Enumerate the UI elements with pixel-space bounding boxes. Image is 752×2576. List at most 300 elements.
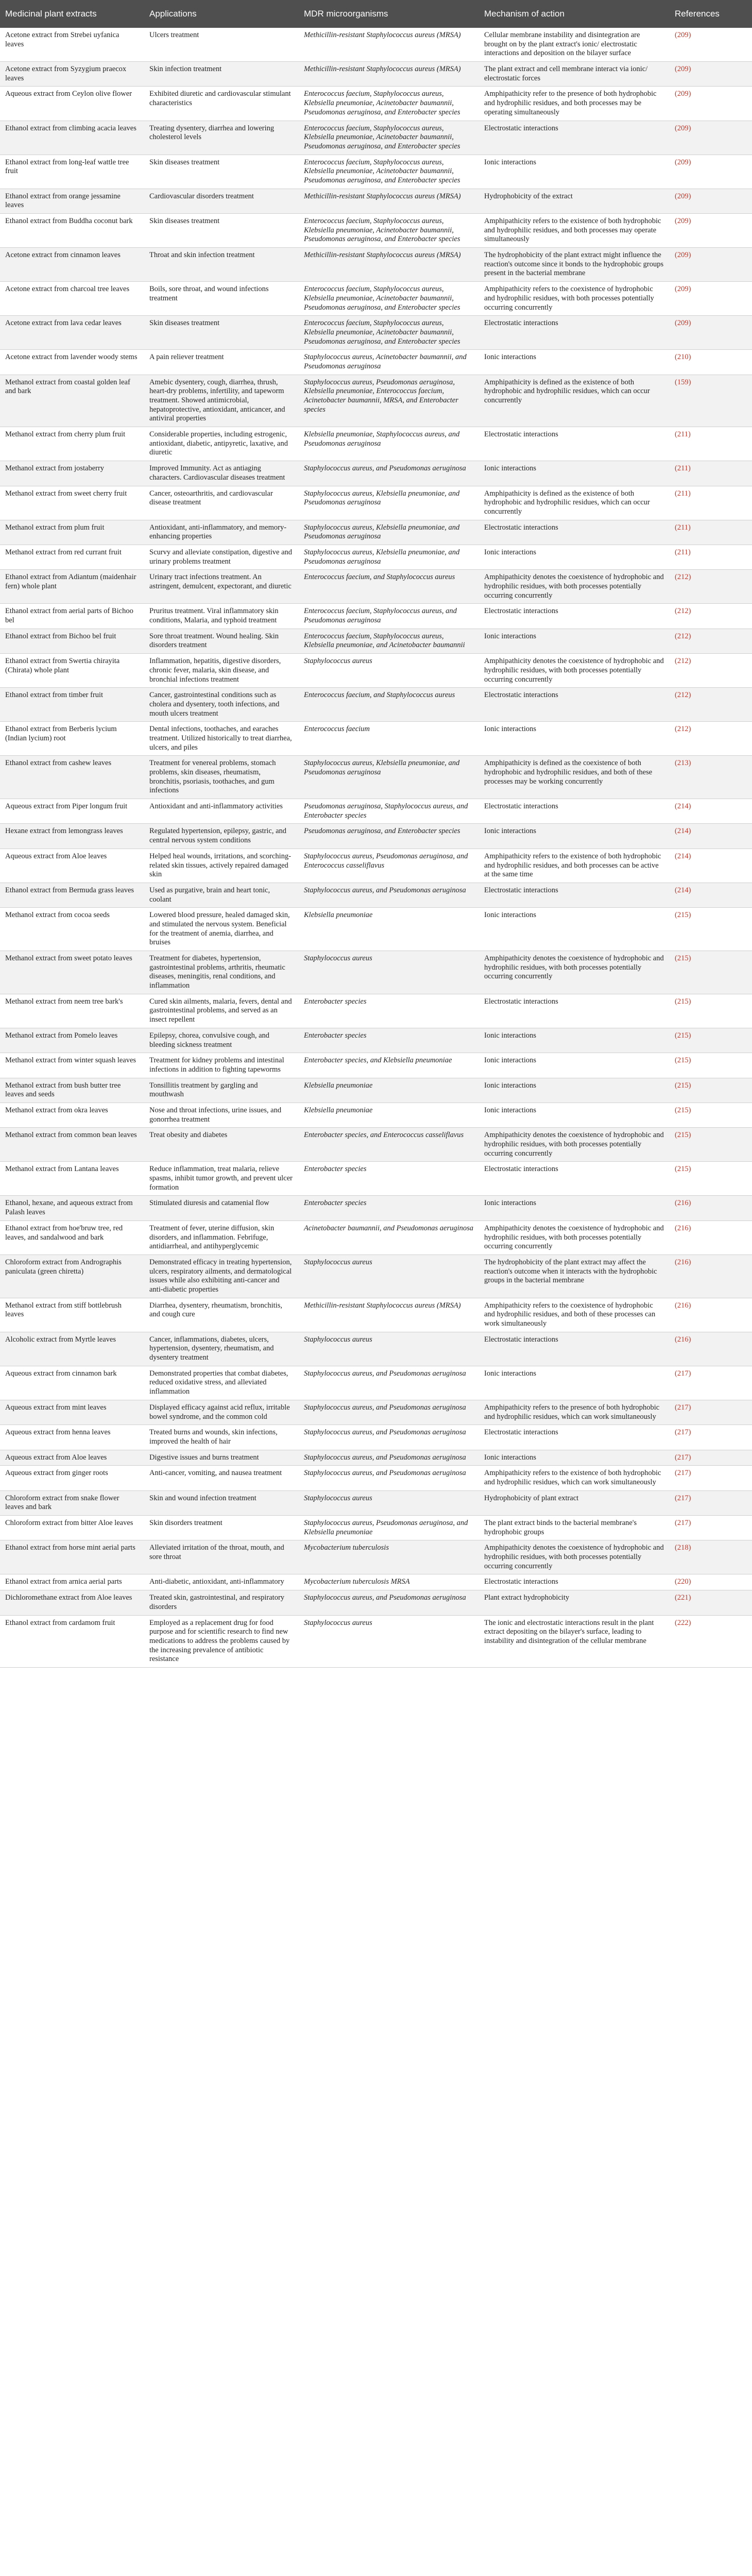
- cell-mechanism: Ionic interactions: [479, 350, 670, 375]
- cell-mdr-microorganisms: Enterobacter species: [299, 1162, 479, 1196]
- cell-extract: Acetone extract from cinnamon leaves: [0, 248, 144, 282]
- cell-mechanism: Amphipathicity denotes the coexistence of hydrophobic and hydrophilic residues, with both processes potentially occurring concurrently: [479, 1221, 670, 1255]
- cell-reference: (209): [670, 316, 752, 350]
- cell-application: Skin disorders treatment: [144, 1516, 299, 1540]
- cell-mdr-microorganisms: Staphylococcus aureus, and Pseudomonas aeruginosa: [299, 1400, 479, 1425]
- table-row: [0, 214, 752, 248]
- cell-reference: (209): [670, 248, 752, 282]
- cell-extract: Methanol extract from Lantana leaves: [0, 1162, 144, 1196]
- cell-extract: Ethanol extract from hoe'bruw tree, red leaves, and sandalwood and bark: [0, 1221, 144, 1255]
- cell-extract: Ethanol extract from Bermuda grass leaves: [0, 883, 144, 907]
- cell-application: Employed as a replacement drug for food purpose and for scientific research to find new medications to address the problems caused by the increasing prevalence of antibiotic resistance: [144, 1615, 299, 1667]
- cell-reference: (211): [670, 545, 752, 569]
- cell-application: Treated burns and wounds, skin infections, improved the health of hair: [144, 1425, 299, 1450]
- cell-mechanism: Ionic interactions: [479, 1078, 670, 1103]
- table-row: [0, 1196, 752, 1221]
- cell-reference: (216): [670, 1255, 752, 1298]
- cell-application: Nose and throat infections, urine issues, and gonorrhea treatment: [144, 1103, 299, 1127]
- cell-extract: Methanol extract from cocoa seeds: [0, 908, 144, 951]
- cell-mechanism: Amphipathicity refers to the existence of both hydrophobic and hydrophilic residues, and both processes can be active at the same time: [479, 849, 670, 883]
- cell-application: Ulcers treatment: [144, 28, 299, 62]
- cell-extract: Ethanol extract from arnica aerial parts: [0, 1574, 144, 1590]
- cell-reference: (217): [670, 1366, 752, 1400]
- cell-extract: Ethanol extract from Adiantum (maidenhair fern) whole plant: [0, 570, 144, 604]
- table-row: [0, 545, 752, 569]
- header-extracts: Medicinal plant extracts: [0, 0, 144, 28]
- cell-mdr-microorganisms: Acinetobacter baumannii, and Pseudomonas aeruginosa: [299, 1221, 479, 1255]
- cell-mechanism: Amphipathicity denotes the coexistence of hydrophobic and hydrophilic residues, with both processes potentially occurring concurrently: [479, 951, 670, 994]
- cell-reference: (214): [670, 824, 752, 849]
- cell-extract: Methanol extract from stiff bottlebrush leaves: [0, 1298, 144, 1332]
- cell-extract: Aqueous extract from Ceylon olive flower: [0, 87, 144, 121]
- cell-mdr-microorganisms: Staphylococcus aureus: [299, 654, 479, 688]
- cell-extract: Ethanol extract from cashew leaves: [0, 756, 144, 799]
- table-row: [0, 604, 752, 629]
- cell-reference: (159): [670, 375, 752, 427]
- cell-mechanism: Electrostatic interactions: [479, 427, 670, 461]
- cell-mechanism: The plant extract and cell membrane interact via ionic/ electrostatic forces: [479, 62, 670, 87]
- table-row: [0, 427, 752, 461]
- cell-reference: (209): [670, 214, 752, 248]
- table-header: [0, 0, 752, 28]
- cell-application: Treatment for kidney problems and intestinal infections in addition to fighting tapeworms: [144, 1053, 299, 1078]
- cell-mechanism: Amphipathicity refers to the presence of both hydrophobic and hydrophilic residues, which can work simultaneously: [479, 1400, 670, 1425]
- cell-extract: Acetone extract from lava cedar leaves: [0, 316, 144, 350]
- cell-mechanism: Amphipathicity refers to the coexistence of hydrophobic and hydrophilic residues, with both processes potentially occurring concurrently: [479, 282, 670, 316]
- table-row: [0, 350, 752, 375]
- cell-extract: Ethanol extract from Buddha coconut bark: [0, 214, 144, 248]
- table-row: [0, 155, 752, 189]
- cell-mdr-microorganisms: Enterobacter species, and Enterococcus casseliflavus: [299, 1128, 479, 1162]
- table-row: [0, 1590, 752, 1615]
- cell-mdr-microorganisms: Enterococcus faecium: [299, 722, 479, 756]
- cell-mdr-microorganisms: Pseudomonas aeruginosa, Staphylococcus aureus, and Enterobacter species: [299, 799, 479, 824]
- cell-application: Demonstrated properties that combat diabetes, reduced oxidative stress, and alleviated inflammation: [144, 1366, 299, 1400]
- cell-extract: Methanol extract from cherry plum fruit: [0, 427, 144, 461]
- cell-extract: Methanol extract from plum fruit: [0, 520, 144, 545]
- table-row: [0, 282, 752, 316]
- table-row: [0, 375, 752, 427]
- cell-mdr-microorganisms: Klebsiella pneumoniae: [299, 908, 479, 951]
- table-row: [0, 461, 752, 486]
- cell-application: Skin diseases treatment: [144, 214, 299, 248]
- cell-mdr-microorganisms: Staphylococcus aureus, Pseudomonas aeruginosa, Klebsiella pneumoniae, Enterococcus faecium, Acinetobacter baumannii, MRSA, and Enterobacter species: [299, 375, 479, 427]
- cell-application: Improved Immunity. Act as antiaging characters. Cardiovascular diseases treatment: [144, 461, 299, 486]
- cell-extract: Ethanol extract from Berberis lycium (Indian lycium) root: [0, 722, 144, 756]
- table-row: [0, 951, 752, 994]
- cell-reference: (215): [670, 1103, 752, 1127]
- header-row: [0, 0, 752, 28]
- cell-reference: (217): [670, 1425, 752, 1450]
- cell-extract: Ethanol extract from Bichoo bel fruit: [0, 629, 144, 653]
- cell-mdr-microorganisms: Klebsiella pneumoniae, Staphylococcus aureus, and Pseudomonas aeruginosa: [299, 427, 479, 461]
- cell-application: Stimulated diuresis and catamenial flow: [144, 1196, 299, 1221]
- cell-application: Pruritus treatment. Viral inflammatory skin conditions, Malaria, and typhoid treatment: [144, 604, 299, 629]
- cell-application: Treatment of fever, uterine diffusion, skin disorders, and inflammation. Febrifuge, antidiarrheal, and antihyperglycemic: [144, 1221, 299, 1255]
- cell-mdr-microorganisms: Enterococcus faecium, and Staphylococcus aureus: [299, 688, 479, 722]
- cell-mechanism: Amphipathicity denotes the coexistence of hydrophobic and hydrophilic residues, with both processes potentially occurring concurrently: [479, 1128, 670, 1162]
- cell-mdr-microorganisms: Staphylococcus aureus: [299, 1490, 479, 1515]
- table-row: [0, 1450, 752, 1466]
- cell-extract: Hexane extract from lemongrass leaves: [0, 824, 144, 849]
- cell-mdr-microorganisms: Methicillin-resistant Staphylococcus aureus (MRSA): [299, 189, 479, 213]
- table-row: [0, 1221, 752, 1255]
- cell-mdr-microorganisms: Staphylococcus aureus, and Pseudomonas aeruginosa: [299, 461, 479, 486]
- cell-extract: Alcoholic extract from Myrtle leaves: [0, 1332, 144, 1366]
- cell-extract: Ethanol extract from horse mint aerial parts: [0, 1540, 144, 1574]
- cell-mdr-microorganisms: Methicillin-resistant Staphylococcus aureus (MRSA): [299, 248, 479, 282]
- cell-mdr-microorganisms: Staphylococcus aureus, Klebsiella pneumoniae, and Pseudomonas aeruginosa: [299, 520, 479, 545]
- cell-extract: Methanol extract from jostaberry: [0, 461, 144, 486]
- cell-mechanism: Electrostatic interactions: [479, 688, 670, 722]
- cell-reference: (209): [670, 87, 752, 121]
- cell-extract: Ethanol extract from long-leaf wattle tree fruit: [0, 155, 144, 189]
- cell-mechanism: Amphipathicity denotes the coexistence of hydrophobic and hydrophilic residues, with both processes potentially occurring concurrently: [479, 570, 670, 604]
- cell-application: Urinary tract infections treatment. An astringent, demulcent, expectorant, and diuretic: [144, 570, 299, 604]
- cell-application: Anti-cancer, vomiting, and nausea treatment: [144, 1466, 299, 1490]
- cell-mechanism: Amphipathicity is defined as the existence of both hydrophobic and hydrophilic residues, which can occur concurrently: [479, 375, 670, 427]
- cell-mdr-microorganisms: Enterococcus faecium, Staphylococcus aureus, Klebsiella pneumoniae, Acinetobacter baumannii, Pseudomonas aeruginosa, and Enterobacter species: [299, 121, 479, 155]
- cell-mechanism: The ionic and electrostatic interactions result in the plant extract depositing on the bilayer's surface, leading to instability and disintegration of the cellular membrane: [479, 1615, 670, 1667]
- cell-mechanism: Amphipathicity refer to the presence of both hydrophobic and hydrophilic residues, and both processes may be operating simultaneously: [479, 87, 670, 121]
- cell-extract: Ethanol, hexane, and aqueous extract from Palash leaves: [0, 1196, 144, 1221]
- table-row: [0, 994, 752, 1028]
- cell-mdr-microorganisms: Enterobacter species, and Klebsiella pneumoniae: [299, 1053, 479, 1078]
- cell-reference: (214): [670, 799, 752, 824]
- cell-mechanism: Ionic interactions: [479, 1450, 670, 1466]
- cell-extract: Aqueous extract from Piper longum fruit: [0, 799, 144, 824]
- cell-application: Cardiovascular disorders treatment: [144, 189, 299, 213]
- cell-mdr-microorganisms: Enterococcus faecium, Staphylococcus aureus, Klebsiella pneumoniae, and Acinetobacter baumannii: [299, 629, 479, 653]
- cell-mdr-microorganisms: Staphylococcus aureus, and Pseudomonas aeruginosa: [299, 1366, 479, 1400]
- cell-application: Epilepsy, chorea, convulsive cough, and bleeding sickness treatment: [144, 1028, 299, 1053]
- table-row: [0, 121, 752, 155]
- cell-mechanism: Electrostatic interactions: [479, 883, 670, 907]
- table-row: [0, 189, 752, 213]
- cell-mechanism: Electrostatic interactions: [479, 994, 670, 1028]
- cell-mechanism: Ionic interactions: [479, 1366, 670, 1400]
- cell-mechanism: Ionic interactions: [479, 1196, 670, 1221]
- cell-mechanism: The hydrophobicity of the plant extract might influence the reaction's outcome since it bonds to the hydrophobic groups present in the bacterial membrane: [479, 248, 670, 282]
- cell-reference: (218): [670, 1540, 752, 1574]
- cell-mdr-microorganisms: Staphylococcus aureus, and Pseudomonas aeruginosa: [299, 1425, 479, 1450]
- cell-mdr-microorganisms: Methicillin-resistant Staphylococcus aureus (MRSA): [299, 28, 479, 62]
- cell-application: Treat obesity and diabetes: [144, 1128, 299, 1162]
- cell-reference: (212): [670, 654, 752, 688]
- table-row: [0, 1466, 752, 1490]
- table-row: [0, 570, 752, 604]
- cell-reference: (213): [670, 756, 752, 799]
- table-row: [0, 1028, 752, 1053]
- table-row: [0, 756, 752, 799]
- cell-mdr-microorganisms: Staphylococcus aureus, Pseudomonas aeruginosa, and Klebsiella pneumoniae: [299, 1516, 479, 1540]
- cell-application: Treated skin, gastrointestinal, and respiratory disorders: [144, 1590, 299, 1615]
- cell-extract: Acetone extract from Strebei uyfanica leaves: [0, 28, 144, 62]
- cell-mdr-microorganisms: Enterococcus faecium, Staphylococcus aureus, Klebsiella pneumoniae, Acinetobacter baumannii, Pseudomonas aeruginosa, and Enterobacter species: [299, 316, 479, 350]
- cell-mechanism: Amphipathicity denotes the coexistence of hydrophobic and hydrophilic residues, with both processes potentially occurring concurrently: [479, 1540, 670, 1574]
- cell-mechanism: Ionic interactions: [479, 545, 670, 569]
- cell-extract: Aqueous extract from Aloe leaves: [0, 1450, 144, 1466]
- cell-reference: (215): [670, 1028, 752, 1053]
- cell-mdr-microorganisms: Pseudomonas aeruginosa, and Enterobacter species: [299, 824, 479, 849]
- cell-extract: Aqueous extract from cinnamon bark: [0, 1366, 144, 1400]
- cell-extract: Chloroform extract from bitter Aloe leaves: [0, 1516, 144, 1540]
- cell-reference: (216): [670, 1332, 752, 1366]
- cell-mechanism: The hydrophobicity of the plant extract may affect the reaction's outcome when it interacts with the hydrophobic groups in the bacterial membrane: [479, 1255, 670, 1298]
- cell-extract: Methanol extract from bush butter tree leaves and seeds: [0, 1078, 144, 1103]
- cell-extract: Ethanol extract from orange jessamine leaves: [0, 189, 144, 213]
- cell-mechanism: Amphipathicity is defined as the existence of both hydrophobic and hydrophilic residues, which can occur concurrently: [479, 486, 670, 520]
- table-row: [0, 28, 752, 62]
- cell-application: Treating dysentery, diarrhea and lowering cholesterol levels: [144, 121, 299, 155]
- cell-application: Used as purgative, brain and heart tonic, coolant: [144, 883, 299, 907]
- cell-application: Antioxidant, anti-inflammatory, and memory-enhancing properties: [144, 520, 299, 545]
- cell-extract: Ethanol extract from Swertia chirayita (Chirata) whole plant: [0, 654, 144, 688]
- table-row: [0, 654, 752, 688]
- cell-reference: (212): [670, 722, 752, 756]
- table-row: [0, 1162, 752, 1196]
- header-applications: Applications: [144, 0, 299, 28]
- cell-application: Throat and skin infection treatment: [144, 248, 299, 282]
- cell-mechanism: Electrostatic interactions: [479, 1574, 670, 1590]
- table-row: [0, 629, 752, 653]
- cell-reference: (215): [670, 1078, 752, 1103]
- cell-mdr-microorganisms: Enterococcus faecium, Staphylococcus aureus, Klebsiella pneumoniae, Acinetobacter baumannii, Pseudomonas aeruginosa, and Enterobacter species: [299, 214, 479, 248]
- cell-mdr-microorganisms: Mycobacterium tuberculosis: [299, 1540, 479, 1574]
- cell-mdr-microorganisms: Enterococcus faecium, and Staphylococcus aureus: [299, 570, 479, 604]
- cell-mechanism: Electrostatic interactions: [479, 316, 670, 350]
- cell-mdr-microorganisms: Enterococcus faecium, Staphylococcus aureus, and Pseudomonas aeruginosa: [299, 604, 479, 629]
- cell-mechanism: Hydrophobicity of plant extract: [479, 1490, 670, 1515]
- cell-reference: (209): [670, 121, 752, 155]
- cell-mechanism: Ionic interactions: [479, 1053, 670, 1078]
- cell-reference: (212): [670, 604, 752, 629]
- cell-mdr-microorganisms: Methicillin-resistant Staphylococcus aureus (MRSA): [299, 62, 479, 87]
- cell-reference: (212): [670, 629, 752, 653]
- cell-mechanism: Ionic interactions: [479, 1103, 670, 1127]
- cell-reference: (220): [670, 1574, 752, 1590]
- cell-application: Sore throat treatment. Wound healing. Skin disorders treatment: [144, 629, 299, 653]
- cell-reference: (212): [670, 688, 752, 722]
- cell-mechanism: Amphipathicity refers to the existence of both hydrophobic and hydrophilic residues, and both processes may operate simultaneously: [479, 214, 670, 248]
- cell-mechanism: Ionic interactions: [479, 629, 670, 653]
- table-row: [0, 1490, 752, 1515]
- cell-mechanism: The plant extract binds to the bacterial membrane's hydrophobic groups: [479, 1516, 670, 1540]
- table-row: [0, 722, 752, 756]
- cell-application: Dental infections, toothaches, and earaches treatment. Utilized historically to treat diarrhea, ulcers, and piles: [144, 722, 299, 756]
- cell-extract: Acetone extract from charcoal tree leaves: [0, 282, 144, 316]
- cell-extract: Methanol extract from coastal golden leaf and bark: [0, 375, 144, 427]
- cell-mechanism: Ionic interactions: [479, 461, 670, 486]
- cell-application: Skin and wound infection treatment: [144, 1490, 299, 1515]
- cell-reference: (215): [670, 1128, 752, 1162]
- table-row: [0, 1255, 752, 1298]
- cell-mechanism: Amphipathicity refers to the coexistence of hydrophobic and hydrophilic residues, and both of these processes can work simultaneously: [479, 1298, 670, 1332]
- cell-extract: Acetone extract from lavender woody stems: [0, 350, 144, 375]
- cell-mechanism: Electrostatic interactions: [479, 1425, 670, 1450]
- table-row: [0, 799, 752, 824]
- table-row: [0, 883, 752, 907]
- cell-application: Exhibited diuretic and cardiovascular stimulant characteristics: [144, 87, 299, 121]
- table-row: [0, 908, 752, 951]
- cell-application: Digestive issues and burns treatment: [144, 1450, 299, 1466]
- cell-reference: (211): [670, 486, 752, 520]
- cell-mdr-microorganisms: Mycobacterium tuberculosis MRSA: [299, 1574, 479, 1590]
- cell-mdr-microorganisms: Enterobacter species: [299, 1028, 479, 1053]
- cell-reference: (209): [670, 62, 752, 87]
- cell-reference: (217): [670, 1450, 752, 1466]
- cell-reference: (211): [670, 461, 752, 486]
- cell-extract: Methanol extract from winter squash leaves: [0, 1053, 144, 1078]
- cell-extract: Aqueous extract from henna leaves: [0, 1425, 144, 1450]
- cell-reference: (209): [670, 282, 752, 316]
- header-mechanism: Mechanism of action: [479, 0, 670, 28]
- cell-application: Alleviated irritation of the throat, mouth, and sore throat: [144, 1540, 299, 1574]
- table-row: [0, 1400, 752, 1425]
- header-mdr: MDR microorganisms: [299, 0, 479, 28]
- cell-reference: (210): [670, 350, 752, 375]
- cell-reference: (215): [670, 1053, 752, 1078]
- cell-mechanism: Ionic interactions: [479, 722, 670, 756]
- cell-extract: Ethanol extract from cardamom fruit: [0, 1615, 144, 1667]
- cell-application: Boils, sore throat, and wound infections treatment: [144, 282, 299, 316]
- table-row: [0, 248, 752, 282]
- cell-mechanism: Electrostatic interactions: [479, 121, 670, 155]
- cell-application: Cancer, inflammations, diabetes, ulcers, hypertension, dysentery, rheumatism, and dysentery treatment: [144, 1332, 299, 1366]
- cell-extract: Dichloromethane extract from Aloe leaves: [0, 1590, 144, 1615]
- cell-mechanism: Ionic interactions: [479, 824, 670, 849]
- cell-mechanism: Amphipathicity is defined as the coexistence of both hydrophobic and hydrophilic residues, and both of these processes may be working concurrently: [479, 756, 670, 799]
- table-row: [0, 1574, 752, 1590]
- cell-mdr-microorganisms: Staphylococcus aureus, and Pseudomonas aeruginosa: [299, 883, 479, 907]
- cell-extract: Methanol extract from red currant fruit: [0, 545, 144, 569]
- table-row: [0, 688, 752, 722]
- cell-mechanism: Ionic interactions: [479, 155, 670, 189]
- cell-mdr-microorganisms: Methicillin-resistant Staphylococcus aureus (MRSA): [299, 1298, 479, 1332]
- cell-reference: (217): [670, 1490, 752, 1515]
- cell-mdr-microorganisms: Staphylococcus aureus, and Pseudomonas aeruginosa: [299, 1450, 479, 1466]
- cell-reference: (211): [670, 520, 752, 545]
- cell-application: Treatment for venereal problems, stomach problems, skin diseases, rheumatism, bronchitis, psoriasis, toothaches, and gum infections: [144, 756, 299, 799]
- cell-mechanism: Amphipathicity denotes the coexistence of hydrophobic and hydrophilic residues, with both processes potentially occurring concurrently: [479, 654, 670, 688]
- cell-reference: (212): [670, 570, 752, 604]
- cell-reference: (211): [670, 427, 752, 461]
- cell-mdr-microorganisms: Klebsiella pneumoniae: [299, 1078, 479, 1103]
- cell-mechanism: Hydrophobicity of the extract: [479, 189, 670, 213]
- cell-extract: Acetone extract from Syzygium praecox leaves: [0, 62, 144, 87]
- cell-reference: (221): [670, 1590, 752, 1615]
- cell-reference: (216): [670, 1298, 752, 1332]
- cell-reference: (217): [670, 1400, 752, 1425]
- cell-reference: (217): [670, 1516, 752, 1540]
- cell-reference: (216): [670, 1221, 752, 1255]
- cell-reference: (215): [670, 951, 752, 994]
- table-row: [0, 1128, 752, 1162]
- cell-mechanism: Ionic interactions: [479, 1028, 670, 1053]
- cell-application: Considerable properties, including estrogenic, antioxidant, diabetic, antipyretic, laxative, and diuretic: [144, 427, 299, 461]
- cell-reference: (209): [670, 28, 752, 62]
- table-row: [0, 1425, 752, 1450]
- cell-application: Demonstrated efficacy in treating hypertension, ulcers, respiratory ailments, and dermatological issues while also exhibiting anti-cancer and anti-diabetic properties: [144, 1255, 299, 1298]
- cell-mdr-microorganisms: Staphylococcus aureus: [299, 1332, 479, 1366]
- cell-mechanism: Electrostatic interactions: [479, 604, 670, 629]
- cell-application: Displayed efficacy against acid reflux, irritable bowel syndrome, and the common cold: [144, 1400, 299, 1425]
- cell-application: Inflammation, hepatitis, digestive disorders, chronic fever, malaria, skin disease, and bronchial infections treatment: [144, 654, 299, 688]
- cell-extract: Chloroform extract from snake flower leaves and bark: [0, 1490, 144, 1515]
- cell-application: Anti-diabetic, antioxidant, anti-inflammatory: [144, 1574, 299, 1590]
- cell-extract: Chloroform extract from Andrographis paniculata (green chiretta): [0, 1255, 144, 1298]
- cell-extract: Aqueous extract from ginger roots: [0, 1466, 144, 1490]
- cell-application: Cancer, osteoarthritis, and cardiovascular disease treatment: [144, 486, 299, 520]
- cell-mdr-microorganisms: Enterococcus faecium, Staphylococcus aureus, Klebsiella pneumoniae, Acinetobacter baumannii, Pseudomonas aeruginosa, and Enterobacter species: [299, 87, 479, 121]
- cell-reference: (216): [670, 1196, 752, 1221]
- cell-reference: (215): [670, 1162, 752, 1196]
- cell-reference: (217): [670, 1466, 752, 1490]
- cell-reference: (209): [670, 189, 752, 213]
- cell-mdr-microorganisms: Staphylococcus aureus: [299, 1255, 479, 1298]
- cell-mechanism: Electrostatic interactions: [479, 520, 670, 545]
- cell-mdr-microorganisms: Staphylococcus aureus, Acinetobacter baumannii, and Pseudomonas aeruginosa: [299, 350, 479, 375]
- cell-extract: Methanol extract from Pomelo leaves: [0, 1028, 144, 1053]
- table-row: [0, 1332, 752, 1366]
- cell-application: Skin diseases treatment: [144, 316, 299, 350]
- cell-application: Diarrhea, dysentery, rheumatism, bronchitis, and cough cure: [144, 1298, 299, 1332]
- cell-mechanism: Electrostatic interactions: [479, 1162, 670, 1196]
- table-row: [0, 849, 752, 883]
- cell-extract: Methanol extract from okra leaves: [0, 1103, 144, 1127]
- table-row: [0, 1366, 752, 1400]
- cell-mdr-microorganisms: Staphylococcus aureus, Klebsiella pneumoniae, and Pseudomonas aeruginosa: [299, 756, 479, 799]
- table-row: [0, 316, 752, 350]
- cell-extract: Aqueous extract from mint leaves: [0, 1400, 144, 1425]
- cell-extract: Methanol extract from neem tree bark's: [0, 994, 144, 1028]
- cell-mechanism: Ionic interactions: [479, 908, 670, 951]
- cell-mechanism: Cellular membrane instability and disintegration are brought on by the plant extract's ionic/ electrostatic interactions and deposition on the bilayer surface: [479, 28, 670, 62]
- table-row: [0, 1615, 752, 1667]
- cell-extract: Aqueous extract from Aloe leaves: [0, 849, 144, 883]
- cell-mdr-microorganisms: Enterobacter species: [299, 994, 479, 1028]
- table-row: [0, 62, 752, 87]
- cell-mdr-microorganisms: Klebsiella pneumoniae: [299, 1103, 479, 1127]
- cell-application: Antioxidant and anti-inflammatory activities: [144, 799, 299, 824]
- cell-mdr-microorganisms: Enterococcus faecium, Staphylococcus aureus, Klebsiella pneumoniae, Acinetobacter baumannii, Pseudomonas aeruginosa, and Enterobacter species: [299, 282, 479, 316]
- table-row: [0, 520, 752, 545]
- cell-application: Skin infection treatment: [144, 62, 299, 87]
- cell-application: Amebic dysentery, cough, diarrhea, thrush, heart-dry problems, infertility, and tapeworm treatment. Showed antimicrobial, hepatoprotective, antioxidant, anticancer, and antiviral properties: [144, 375, 299, 427]
- table-body: [0, 28, 752, 1667]
- cell-application: Cured skin ailments, malaria, fevers, dental and gastrointestinal problems, and served as an insect repellent: [144, 994, 299, 1028]
- cell-mdr-microorganisms: Staphylococcus aureus, Pseudomonas aeruginosa, and Enterococcus casseliflavus: [299, 849, 479, 883]
- cell-extract: Ethanol extract from aerial parts of Bichoo bel: [0, 604, 144, 629]
- cell-mdr-microorganisms: Staphylococcus aureus, Klebsiella pneumoniae, and Pseudomonas aeruginosa: [299, 486, 479, 520]
- cell-application: Regulated hypertension, epilepsy, gastric, and central nervous system conditions: [144, 824, 299, 849]
- cell-reference: (214): [670, 849, 752, 883]
- table-row: [0, 87, 752, 121]
- table-row: [0, 1078, 752, 1103]
- cell-application: Tonsillitis treatment by gargling and mouthwash: [144, 1078, 299, 1103]
- cell-mechanism: Amphipathicity refers to the existence of both hydrophobic and hydrophilic residues, which can work simultaneously: [479, 1466, 670, 1490]
- table-row: [0, 1516, 752, 1540]
- cell-mdr-microorganisms: Staphylococcus aureus, and Pseudomonas aeruginosa: [299, 1590, 479, 1615]
- cell-reference: (209): [670, 155, 752, 189]
- cell-mdr-microorganisms: Staphylococcus aureus, Klebsiella pneumoniae, and Pseudomonas aeruginosa: [299, 545, 479, 569]
- cell-mdr-microorganisms: Staphylococcus aureus: [299, 1615, 479, 1667]
- cell-extract: Ethanol extract from climbing acacia leaves: [0, 121, 144, 155]
- cell-extract: Ethanol extract from timber fruit: [0, 688, 144, 722]
- cell-application: Reduce inflammation, treat malaria, relieve spasms, inhibit tumor growth, and prevent ulcer formation: [144, 1162, 299, 1196]
- cell-reference: (222): [670, 1615, 752, 1667]
- cell-application: Skin diseases treatment: [144, 155, 299, 189]
